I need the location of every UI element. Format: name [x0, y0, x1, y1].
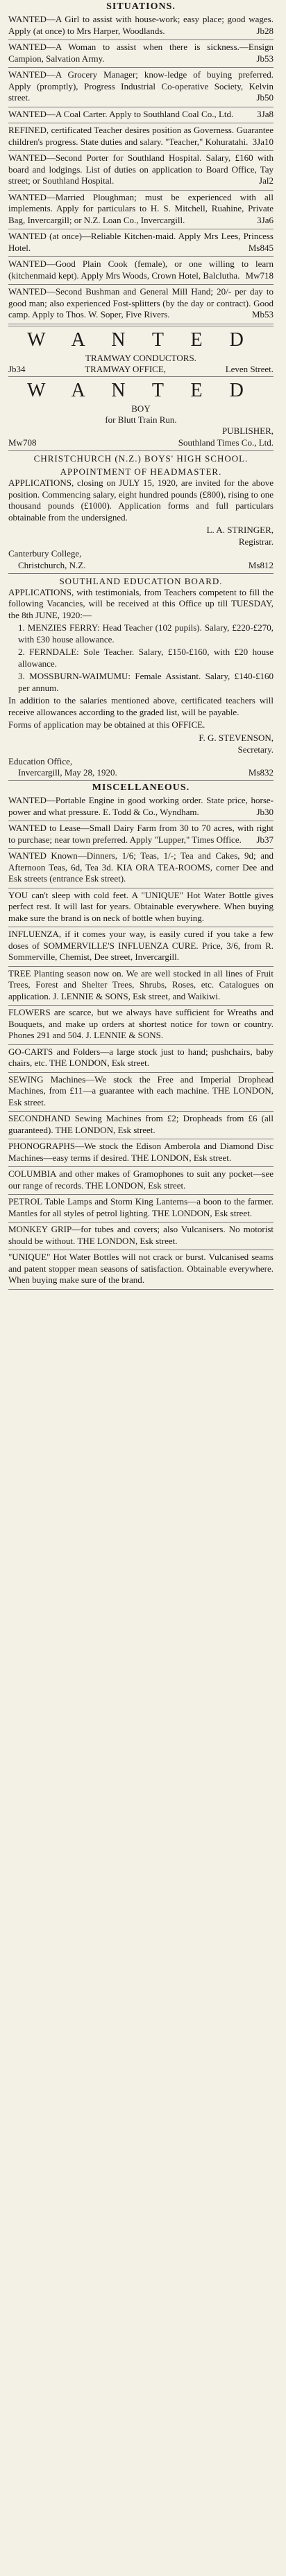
tramway-wanted: W A N T E D [27, 328, 255, 351]
classified-ad [8, 1046, 274, 1071]
ad-text: WANTED—A Woman to assist when there is sickness.—Ensign Campion, Salvation Army. [8, 42, 274, 64]
christchurch-place1: Canterbury College, [8, 547, 82, 559]
divider [8, 190, 274, 191]
classified-ad [8, 1113, 274, 1137]
ad-text: PETROL Table Lamps and Storm King Lanterns—a boon to the farmer. Mantles for all styles of petrol lighting. THE LONDON, Esk street. [8, 1196, 274, 1218]
divider [8, 1072, 274, 1073]
ad-text: WANTED—Second Bushman and General Mill Hand; 20/- per day to good man; also experienced Fost-splitters (by the day or contract). Good camp. Apply to Thos. W. Soper, Five Rivers. [8, 286, 274, 319]
education-forms: Forms of application may be obtained at this OFFICE. [8, 719, 205, 730]
classified-ad [8, 1196, 274, 1220]
christchurch-ad [8, 453, 274, 572]
miscellaneous-list [8, 795, 274, 1290]
tramway-office: TRAMWAY OFFICE, [85, 363, 167, 374]
christchurch-role: Registrar. [238, 536, 274, 547]
classified-ad [8, 968, 274, 1004]
divider [8, 450, 274, 451]
education-place1: Education Office, [8, 755, 73, 766]
boy-title: BOY [131, 403, 151, 414]
classified-ad [8, 109, 274, 122]
vacancy-item: 1. MENZIES FERRY: Head Teacher (102 pupils). Salary, £220-£270, with £30 house allowance. [18, 622, 274, 645]
education-ref: Ms832 [248, 767, 274, 778]
classified-ad [8, 1252, 274, 1288]
ad-ref: Mw718 [245, 270, 274, 281]
vacancy-item: 2. FERNDALE: Sole Teacher. Salary, £150-£160, with £20 house allowance. [18, 647, 274, 669]
ad-text: YOU can't sleep with cold feet. A "UNIQUE" Hot Water Bottle gives perfect rest. It will last for years. Obtainable everywhere. When buying make sure the brand is on neck of bottle when buying. [8, 889, 274, 923]
divider [8, 67, 274, 68]
ad-text: GO-CARTS and Folders—a large stock just to hand; pushchairs, baby chairs, etc. THE LONDON, Esk street. [8, 1046, 274, 1069]
education-ad [8, 576, 274, 780]
ad-ref: Jal2 [259, 175, 274, 186]
classified-ad [8, 1224, 274, 1248]
classified-ad [8, 69, 274, 105]
divider [8, 780, 274, 781]
education-place2: Invercargill, May 28, 1920. [18, 767, 117, 778]
boy-paper: Southland Times Co., Ltd. [178, 437, 274, 448]
divider [8, 573, 274, 574]
ad-text: WANTED (at once)—Reliable Kitchen-maid. Apply Mrs Lees, Princess Hotel. [8, 231, 274, 253]
ad-ref: Ms845 [248, 242, 274, 253]
divider [8, 1111, 274, 1112]
christchurch-text: APPLICATIONS, closing on JULY 15, 1920, are invited for the above position. Commencing salary, eight hundred pounds (£800), rising to one thousand pounds (£1000). Application forms and full particulars obtainable from the undersigned. [8, 477, 274, 523]
classified-ad [8, 42, 274, 66]
ad-text: WANTED—Second Porter for Southland Hospital. Salary, £160 with board and lodgings. List of duties on application to Board Office, Tay street; or Southland Hospital. [8, 152, 274, 186]
ad-text: WANTED—A Grocery Manager; know-ledge of buying preferred. Apply (promptly), Progress Industrial Co-operative Society, Kelvin street. [8, 69, 274, 103]
classified-ad [8, 152, 274, 189]
ad-ref: Mb53 [251, 309, 274, 319]
divider [8, 376, 274, 377]
tramway-ref: Jb34 [8, 363, 26, 374]
boy-publisher: PUBLISHER, [221, 426, 274, 437]
ad-text: WANTED—A Girl to assist with house-work; easy place; good wages. Apply (at once) to Mrs Harper, Woodlands. [8, 14, 274, 36]
ad-text: SEWING Machines—We stock the Free and Imperial Drophead Machines, from £11—a guarantee with each machine. THE LONDON, Esk street. [8, 1074, 274, 1107]
ad-text: WANTED—Good Plain Cook (female), or one willing to learn (kitchenmaid kept). Apply Mrs Woods, Crown Hotel, Balclutha. [8, 259, 274, 281]
situations-list [8, 14, 274, 324]
education-footer [8, 767, 274, 779]
ad-text: COLUMBIA and other makes of Gramophones to suit any pocket—see our range of records. THE LONDON, Esk street. [8, 1168, 274, 1191]
christchurch-footer [8, 560, 274, 572]
ad-ref: Jb53 [256, 53, 274, 64]
classified-ad [8, 14, 274, 38]
vacancy-item: 3. MOSSBURN-WAIMUMU: Female Assistant. Salary, £140-£160 per annum. [18, 671, 274, 693]
classified-ad [8, 1007, 274, 1043]
boy-footer [8, 437, 274, 449]
ad-text: "UNIQUE" Hot Water Bottles will not crack or burst. Vulcanised seams and patent stopper mean seasons of satisfaction. Obtainable everywhere. When buying make sure of the brand. [8, 1252, 274, 1286]
ad-ref: 3Ja10 [252, 136, 274, 147]
christchurch-signer: L. A. STRINGER, [206, 525, 274, 536]
divider [8, 256, 274, 257]
christchurch-ref: Ms812 [248, 559, 274, 570]
education-intro: APPLICATIONS, with testimonials, from Teachers competent to fill the following Vacancies, will be received at this Office up till TUESDAY, the 8th JUNE, 1920:— [8, 586, 274, 620]
ad-ref: Jb37 [256, 834, 274, 845]
education-items [8, 622, 274, 695]
education-role: Secretary. [237, 744, 274, 755]
tramway-footer [8, 364, 274, 376]
ad-text: WANTED—Portable Engine in good working order. State price, horse-power and what pressure. E. Todd & Co., Wyndham. [8, 795, 274, 817]
classified-ad [8, 850, 274, 886]
divider [8, 1289, 274, 1290]
classified-ad [8, 823, 274, 847]
divider [8, 1005, 274, 1006]
ad-text: TREE Planting season now on. We are well stocked in all lines of Fruit Trees, Forest and Shelter Trees, Shrubs, Roses, etc. Catalogues on application. J. LENNIE & SONS, Esk street, and Waikiwi. [8, 967, 274, 1001]
miscellaneous-heading: MISCELLANEOUS. [92, 782, 190, 794]
boy-ad [8, 380, 274, 449]
divider [8, 1222, 274, 1223]
classified-ad [8, 231, 274, 255]
ad-text: MONKEY GRIP—for tubes and covers; also Vulcanisers. No motorist should be without. THE LONDON, Esk street. [8, 1224, 274, 1246]
ad-text: PHONOGRAPHS—We stock the Edison Amberola and Diamond Disc Machines—easy terms if desired. THE LONDON, Esk street. [8, 1141, 274, 1163]
classified-ad [8, 286, 274, 322]
education-note: In addition to the salaries mentioned above, certificated teachers will receive allowances according to the graded list, will be payable. [8, 695, 274, 717]
ad-text: WANTED—A Coal Carter. Apply to Southland Coal Co., Ltd. [8, 108, 234, 119]
tramway-address: Leven Street. [225, 363, 274, 374]
divider [8, 150, 274, 151]
christchurch-subheading: APPOINTMENT OF HEADMASTER. [60, 466, 222, 477]
ad-ref: Jb30 [256, 806, 274, 817]
classified-ad [8, 929, 274, 965]
education-heading: SOUTHLAND EDUCATION BOARD. [59, 575, 223, 586]
situations-heading: SITUATIONS. [106, 1, 176, 12]
classified-ad [8, 795, 274, 819]
divider [8, 284, 274, 285]
boy-subtitle: for Blutt Train Run. [105, 414, 177, 426]
ad-ref: Jb50 [256, 92, 274, 103]
boy-ref: Mw708 [8, 437, 37, 448]
ad-text: WANTED to Lease—Small Dairy Farm from 30 to 70 acres, with right to purchase; near town preferred. Apply "Lupper," Times Office. [8, 823, 274, 845]
ad-text: FLOWERS are scarce, but we always have sufficient for Wreaths and Bouquets, and make up orders at shortest notice for town or country. Phones 291 and 504. J. LENNIE & SONS. [8, 1007, 274, 1041]
ad-text: WANTED—Married Ploughman; must be experienced with all implements. Apply for particulars to H. S. Mitchell, Ruahine, Private Bag, Invercargill; or N.Z. Loan Co., Invercargill. [8, 191, 274, 225]
christchurch-heading: CHRISTCHURCH (N.Z.) BOYS' HIGH SCHOOL. [33, 453, 249, 464]
ad-text: INFLUENZA, if it comes your way, is easily cured if you take a few doses of SOMMERVILLE'S INFLUENZA CURE. Price, 3/6, from R. Sommerville, Chemist, Dee street, Invercargill. [8, 929, 274, 963]
ad-ref: Jb28 [256, 25, 274, 36]
divider [8, 966, 274, 967]
ad-ref: 3Ja8 [257, 108, 274, 119]
ad-ref: 3Ja6 [257, 214, 274, 225]
ad-text: SECONDHAND Sewing Machines from £2; Dropheads from £6 (all guaranteed). THE LONDON, Esk street. [8, 1113, 274, 1135]
divider [8, 1194, 274, 1195]
divider [8, 1166, 274, 1167]
christchurch-place2: Christchurch, N.Z. [18, 559, 86, 570]
divider [8, 1044, 274, 1045]
education-signer: F. G. STEVENSON, [199, 732, 274, 743]
ad-text: REFINED, certificated Teacher desires position as Governess. Guarantee children's progress. State duties and salary. "Teacher," Kohuratahi. [8, 125, 274, 147]
classifieds-column [8, 1, 274, 1290]
tramway-ad [8, 329, 274, 376]
classified-ad [8, 1168, 274, 1193]
boy-wanted: W A N T E D [27, 380, 255, 402]
divider [8, 848, 274, 849]
classified-ad [8, 259, 274, 283]
classified-ad [8, 890, 274, 926]
classified-ad [8, 192, 274, 228]
classified-ad [8, 1074, 274, 1110]
tramway-title: TRAMWAY CONDUCTORS. [85, 352, 196, 363]
classified-ad [8, 125, 274, 149]
classified-ad [8, 1141, 274, 1165]
ad-text: WANTED Known—Dinners, 1/6; Teas, 1/-; Tea and Cakes, 9d; and Afternoon Teas, 6d, Tea 3d. KIA ORA TEA-ROOMS, corner Dee and Esk streets (entrance Esk street). [8, 850, 274, 884]
